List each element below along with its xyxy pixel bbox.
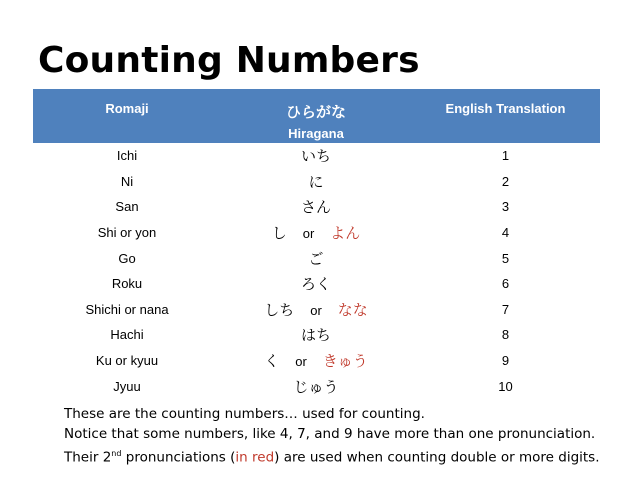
hiragana-cell	[221, 169, 411, 195]
table-row	[33, 220, 600, 246]
hiragana-reading: に	[308, 172, 324, 191]
hiragana-cell	[221, 194, 411, 220]
page-title: Counting Numbers	[38, 40, 420, 81]
english-cell: 5	[501, 250, 510, 266]
romaji-cell: Go	[118, 250, 136, 266]
header-hiragana-label: Hiragana	[288, 126, 344, 141]
romaji-cell: San	[115, 199, 139, 215]
table-row	[33, 322, 600, 348]
table-row	[33, 271, 600, 297]
hiragana-cell	[221, 297, 411, 323]
romaji-cell: Shi or yon	[97, 225, 157, 241]
hiragana-reading: じゅう	[293, 377, 339, 396]
hiragana-cell	[221, 373, 411, 399]
hiragana-reading: いち	[300, 147, 331, 166]
note-line-3-post: ) are used when counting double or more digits.	[274, 449, 600, 466]
hiragana-reading: ご	[308, 249, 324, 268]
or-separator: or	[295, 354, 307, 370]
romaji-cell: Roku	[111, 276, 143, 292]
romaji-cell: Ichi	[116, 148, 138, 164]
english-cell: 2	[501, 173, 510, 189]
header-hiragana-kana: ひらがな	[285, 103, 346, 121]
table-row	[33, 245, 600, 271]
hiragana-reading: しち	[264, 300, 295, 319]
english-cell: 9	[501, 353, 510, 369]
note-line-3	[64, 444, 600, 468]
note-line-3-red: in red	[235, 449, 275, 466]
table-row	[33, 373, 600, 399]
table-header-row	[33, 89, 600, 143]
hiragana-cell	[221, 143, 411, 169]
english-cell: 1	[501, 148, 510, 164]
table-row	[33, 169, 600, 195]
hiragana-reading: く	[264, 352, 280, 371]
english-cell: 10	[498, 378, 513, 394]
note-line-3-mid: pronunciations (	[121, 449, 236, 466]
english-cell: 8	[501, 327, 510, 343]
hiragana-reading: はち	[300, 326, 331, 345]
header-romaji: Romaji	[105, 101, 149, 116]
hiragana-cell	[221, 245, 411, 271]
notes	[64, 404, 600, 468]
hiragana-reading: さん	[300, 198, 331, 217]
or-separator: or	[302, 226, 315, 242]
english-cell: 6	[501, 276, 510, 292]
alternate-reading: よん	[330, 224, 361, 243]
or-separator: or	[310, 302, 322, 318]
hiragana-reading: し	[271, 224, 287, 243]
table-row	[33, 348, 600, 374]
counting-table	[33, 89, 600, 399]
hiragana-cell	[221, 322, 411, 348]
hiragana-cell	[221, 348, 411, 374]
romaji-cell: Shichi or nana	[85, 301, 169, 317]
table-row	[33, 194, 600, 220]
table-body	[33, 143, 600, 399]
romaji-cell: Hachi	[110, 327, 144, 343]
table-row	[33, 297, 600, 323]
hiragana-cell	[221, 220, 411, 246]
header-english: English Translation	[445, 101, 566, 116]
alternate-reading: なな	[337, 300, 368, 319]
note-line-3-sup: nd	[111, 449, 122, 458]
table-row	[33, 143, 600, 169]
english-cell: 4	[501, 225, 510, 241]
romaji-cell: Jyuu	[113, 378, 141, 394]
romaji-cell: Ku or kyuu	[95, 353, 159, 369]
note-line-3-pre: Their 2	[64, 449, 112, 466]
english-cell: 3	[501, 199, 510, 215]
header-hiragana	[221, 89, 411, 143]
hiragana-reading: ろく	[300, 275, 331, 294]
note-line-2: Notice that some numbers, like 4, 7, and 9 have more than one pronunciation.	[64, 426, 596, 442]
romaji-cell: Ni	[120, 173, 134, 189]
english-cell: 7	[501, 301, 510, 317]
hiragana-cell	[221, 271, 411, 297]
note-line-1: These are the counting numbers… used for counting.	[64, 406, 425, 422]
alternate-reading: きゅう	[322, 352, 368, 371]
